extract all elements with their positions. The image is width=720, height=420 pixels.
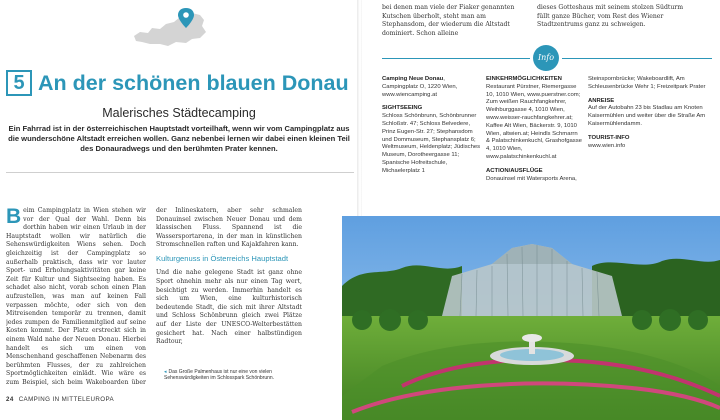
austria-map-icon — [130, 6, 220, 52]
info-text: Schloss Schönbrunn, Schönbrunner Schloßstr. 47; Schloss Belvedere, Prinz Eugen-Str. 27; Stephansdom und Dommuseum, Stephansplatz 6; Weltmuseum, Heldenplatz; Jüdisches Museum, Dorotheergasse 11; Spanische Hofreitschule, Michaelerplatz 1 — [382, 113, 481, 174]
chapter-title: An der schönen blauen Donau — [38, 71, 349, 95]
info-block — [588, 135, 713, 151]
info-text: Auf der Autobahn 23 bis Stadlau am Knoten Kaisermühlen und weiter über die Straße Am Kaisermühlendamm. — [588, 105, 706, 127]
divider — [6, 172, 354, 173]
drop-cap: B — [6, 207, 22, 228]
info-heading: TOURIST-INFO — [588, 134, 630, 141]
right-body-text-1: bei denen man viele der Fiaker genannten Kutschen überholt, steht man am Stephansdom, der wiederum die Altstadt dominiert. Schon alleine — [382, 4, 515, 37]
palmenhaus-photo — [342, 216, 720, 420]
info-block — [588, 76, 713, 92]
body-column-2 — [156, 207, 302, 347]
info-heading: EINKEHRMÖGLICHKEITEN — [486, 76, 562, 82]
info-block — [382, 76, 482, 99]
info-heading: ACTION/AUSFLÜGE — [486, 167, 543, 174]
info-heading: ANREISE — [588, 97, 615, 104]
info-block — [486, 76, 582, 162]
info-block — [588, 98, 713, 129]
info-block — [486, 168, 582, 184]
info-text: Restaurant Pürstner, Riemergasse 10, 1010 Wien, www.puerstner.com; Zum weißen Rauchfangkehrer, Weihburggasse 4, 1010 Wien, www.weisser-rauchfangkehrer.at; Kaffee Alt Wien, Bäckerstr. 9, 1010 Wien, altwien.at; Heindls Schmarrn & Palatschinkenkuchl, Grashofgasse 4, 1010 Wien, www.palatschinkenkuchl.at — [486, 83, 582, 160]
running-footer: CAMPING IN MITTELEUROPA — [18, 396, 115, 403]
info-column-2 — [486, 76, 582, 189]
chapter-number: 5 — [6, 70, 32, 96]
photo-caption — [164, 369, 304, 381]
page-number: 24 — [6, 396, 14, 403]
body-text-1: eim Campingplatz in Wien stehen wir vor der Qual der Wahl. Denn bis dorthin haben wir einen Urlaub in der Hauptstadt wollen wir natürlich die Sehenswürdigkeiten Wiens sehen. Doch gleichzeitig ist der Campingplatz so außerhalb praktisch, dass wir vor lauter Sport- und Erholungsaktivitäten gar keine Zeit für Kultur und Sightseeing haben. Es schadet also nicht, vorab schon einen Plan aufzustellen, was man auf keinen Fall verpassen möchte, oder sich von den Mitreisenden temporär zu trennen, damit jedes zumpen de Familienmitglied auf seine Kosten kommt. Der Platz erstreckt sich in einem Wald nahe der Neuen Donau. Hierbei handelt es sich um einen von Menschenhand geschaffenen Nebenarm des berühmten Flusses, der zu zahlreichen Sportmöglichkeiten einlädt. Wie wäre es zum Beispiel, sich beim Wakeboarden über — [6, 207, 146, 386]
info-heading: SIGHTSEEING — [382, 105, 423, 112]
caption-text: Das Große Palmenhaus ist nur eine von vielen Sehenswürdigkeiten im Schlosspark Schönbrunn. — [164, 369, 275, 382]
subtitle: Malerisches Städtecamping — [102, 106, 256, 120]
caption-arrow-icon: ◂ — [164, 369, 167, 375]
page-footer — [6, 396, 114, 403]
info-rule-right — [562, 58, 712, 59]
info-badge-icon: Info — [533, 45, 559, 71]
body-column-1 — [6, 207, 146, 387]
info-block — [382, 105, 482, 175]
body-text-2a: der Inlineskatern, aber sehr schmalen Donauinsel zwischen Neuer Donau und dem klassischen Fluss. Spannend ist die Wassersportarena, in der man in künstlichen Stromschnellen raften und Kajakfahren kann. — [156, 207, 302, 249]
info-text: Donauinsel mit Watersports Arena, — [486, 175, 577, 182]
left-page — [0, 0, 358, 420]
info-text: www.wien.info — [588, 142, 626, 149]
chapter-heading — [6, 70, 356, 100]
info-heading: Camping Neue Donau — [382, 76, 444, 82]
intro-paragraph: Ein Fahrrad ist in der österreichischen Hauptstadt vorteilhaft, wenn wir vom Campingplatz aus die wunderschöne Altstadt erreichen wollen. Ganz nebenbei lernen wir dabei einen kleinen Teil des Donauradwegs und den berühmten Prater kennen. — [8, 124, 350, 153]
right-body-text-2: dieses Gotteshaus mit seinem stolzen Südturm füllt ganze Bücher, vom Rest des Wiener Stadtzentrums ganz zu schweigen. — [537, 4, 684, 29]
section-heading: Kulturgenuss in Österreichs Hauptstadt — [156, 253, 289, 263]
info-text: , Campingplatz O, 1220 Wien, www.wiencamping.at — [382, 76, 458, 98]
info-column-3 — [588, 76, 713, 156]
info-rule-left — [382, 58, 530, 59]
body-text-2b: Und die nahe gelegene Stadt ist ganz ohne Sport ohnehin mehr als nur einen Tag wert, besichtigt zu werden. Immerhin handelt es sich um Wien, eine kulturhistorisch bedeutende Stadt, die sich mit ihrer Altstadt und Schloss Schönbrunn gleich zwei Plätze auf der Liste der UNESCO-Welterbestätten gesichert hat. Nach einer halbstündigen Radtour, — [156, 269, 302, 346]
info-column-1 — [382, 76, 482, 182]
info-text: Steinspornbrücke; Wakeboardlift, Am Schleusenbrücke Wehr 1; Freizeitpark Prater — [588, 76, 706, 90]
